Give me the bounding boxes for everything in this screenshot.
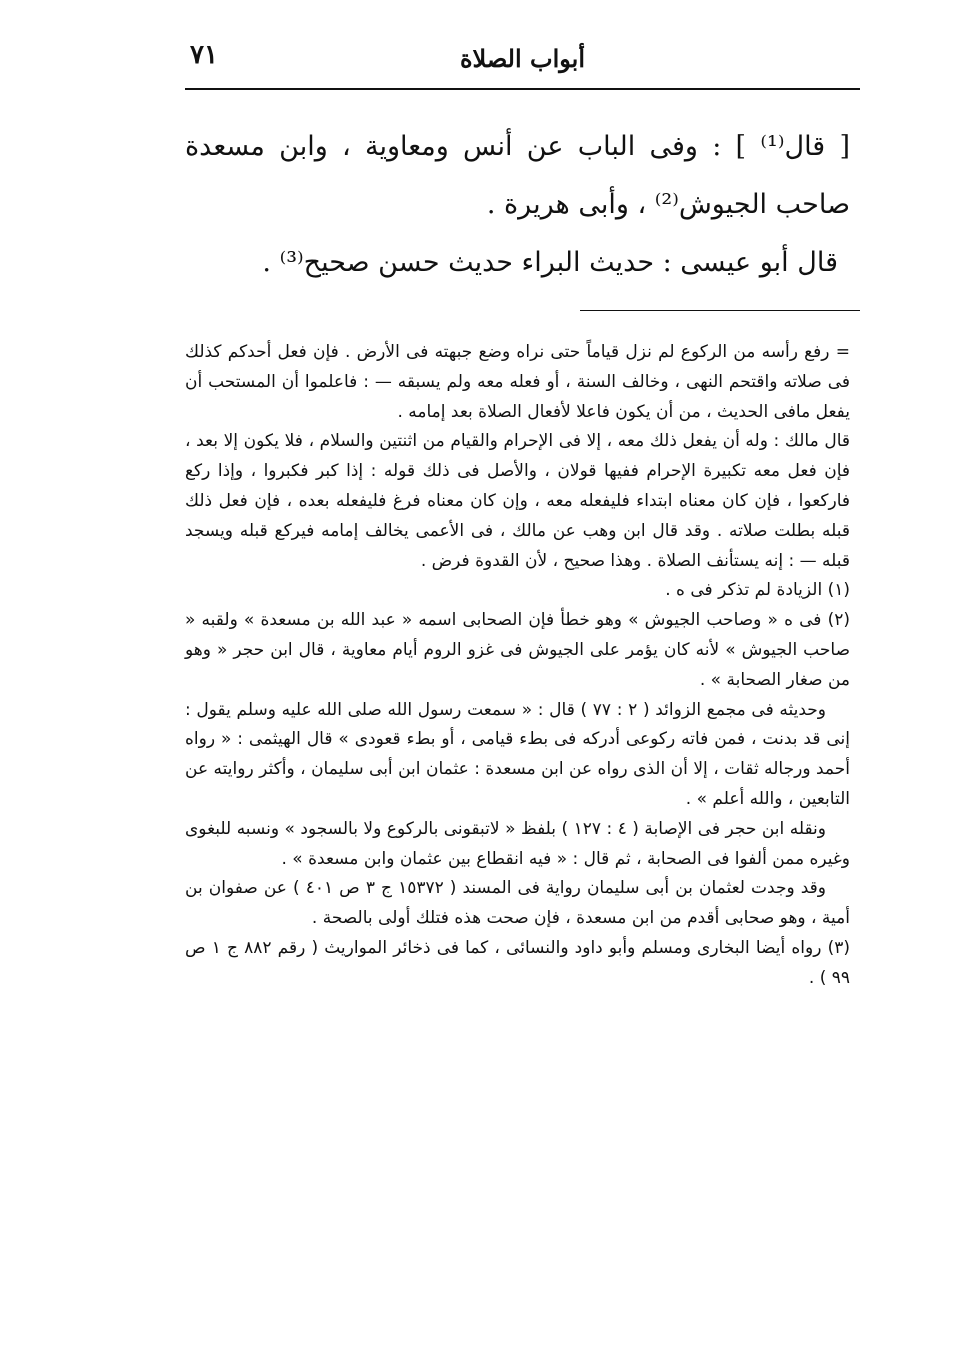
header-rule [185, 88, 860, 90]
footnotes [185, 338, 850, 994]
main-paragraph: قال أبو عيسى : حديث البراء حديث حسن صحيح⁽³⁾ . [262, 247, 838, 278]
footnote-3: (٣) رواه أيضا البخارى ومسلم وأبو داود والنسائى ، كما فى ذخائر المواريث ( رقم ٨٨٢ ج ١ ص ٩٩ ) . [185, 937, 851, 988]
main-paragraph: [ قال⁽¹⁾ ] : وفى الباب عن أنس ومعاوية ، وابن مسعدة صاحب الجيوش⁽²⁾ ، وأبى هريرة . [185, 131, 851, 220]
footnote-2: (٢) فى ه « وصاحب الجيوش » وهو خطأ فإن الصحابى اسمه « عبد الله بن مسعدة » ولقبه « صاحب الجيوش » لأنه كان يؤمر على الجيوش فى غزو الروم أيام معاوية ، قال ابن حجر « وهو من صغار الصحابة » . [185, 610, 850, 690]
footnote-2-paragraph: وحديثه فى مجمع الزوائد ( ٢ : ٧٧ ) قال : « سمعت رسول الله صلى الله عليه وسلم يقول : إنى قد بدنت ، فمن فاته ركوعى أدركه فى بطء قيامى ، أو بطء قعودى » قال الهيثمى : « رواه أحمد ورجاله ثقات ، إلا أن الذى رواه عن ابن مسعدة : عثمان ابن أبى سليمان ، وأكثر روايته عن التابعين ، والله أعلم » . [185, 699, 850, 809]
running-title: أبواب الصلاة [459, 44, 586, 73]
footnote-2-paragraph: ونقله ابن حجر فى الإصابة ( ٤ : ١٢٧ ) بلفظ « لاتبقونى بالركوع ولا بالسجود » ونسبه للبغوى وغيره ممن ألفوا فى الصحابة ، ثم قال : « فيه انقطاع بين عثمان وابن مسعدة » . [185, 818, 850, 869]
footnote-1: (١) الزيادة لم تذكر فى ه . [665, 580, 850, 601]
footnote-2-paragraph: وقد وجدت لعثمان بن أبى سليمان رواية فى المسند ( ١٥٣٧٢ ج ٣ ص ٤٠١ ) عن صفوان بن أمية ، وهو صحابى أقدم من ابن مسعدة ، فإن صحت هذه فتلك أولى بالصحة . [185, 878, 850, 929]
page-number: ٧١ [190, 40, 218, 70]
footnote-continuation: = رفع رأسه من الركوع لم نزل قياماً حتى نراه وضع جبهته فى الأرض . فإن فعل أحدكم كذلك فى صلاته واقتحم النهى ، وخالف السنة ، أو فعله معه ولم يسبقه — : فاعلموا أن المستحب أن يفعل مافى الحديث ، من أن يكون فاعلا لأفعال الصلاة بعد إمامه . [185, 342, 850, 422]
page-header [190, 40, 855, 80]
footnote-separator [580, 310, 860, 311]
main-text [185, 118, 850, 292]
footnote-continuation: قال مالك : وله أن يفعل ذلك معه ، إلا فى الإحرام والقيام من اثنتين والسلام ، فلا يكون إلا بعد ، فإن فعل معه تكبيرة الإحرام ففيها قولان ، والأصل فى ذلك قوله : إذا كبر فكبروا ، وإذا ركع فاركعوا ، فإن كان معناه ابتداء فليفعله معه ، وإن كان معناه فرغ فليفعله بعده ، فإن فعل ذلك قبله بطلت صلاته . وقد قال ابن وهب عن مالك ، فى الأعمى يخالف إمامه فيركع قبله ويسجد قبله — : إنه يستأنف الصلاة . وهذا صحيح ، لأن القدوة فرض . [185, 431, 850, 571]
